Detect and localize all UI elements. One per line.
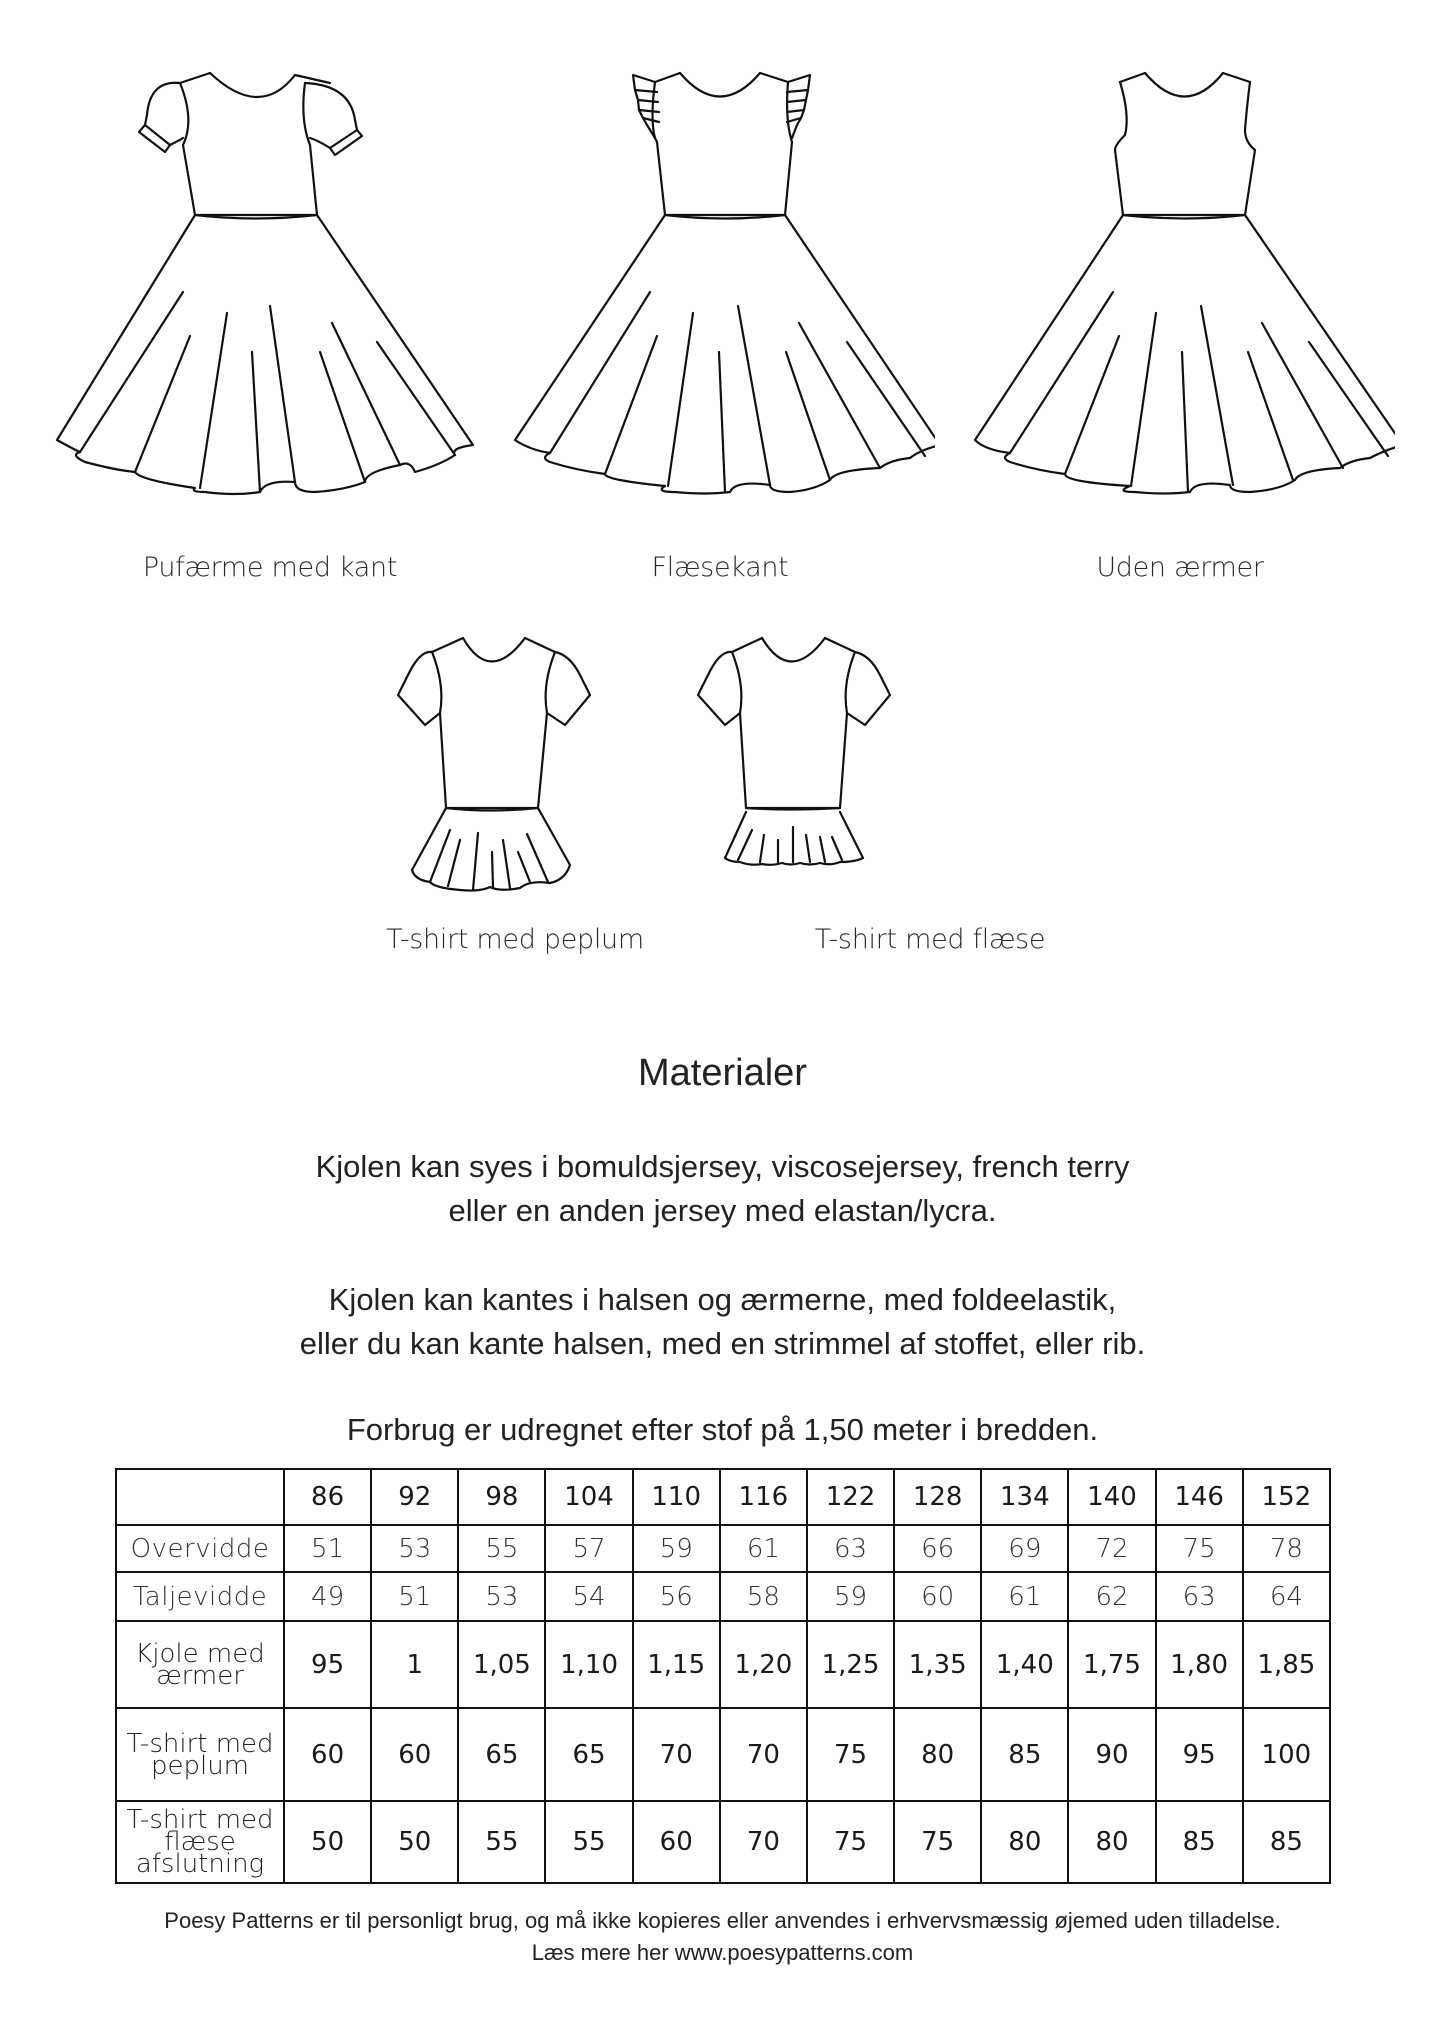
- value-cell: 70: [633, 1708, 720, 1801]
- value-cell: 80: [981, 1801, 1068, 1883]
- size-header-cell: 146: [1156, 1469, 1243, 1525]
- value-cell: 55: [545, 1801, 632, 1883]
- paragraph-line: Forbrug er udregnet efter stof på 1,50 meter i bredden.: [346, 1412, 1099, 1447]
- value-cell: 60: [371, 1708, 458, 1801]
- value-cell: 51: [371, 1572, 458, 1621]
- row-label-cell: [116, 1801, 284, 1883]
- value-cell: 65: [458, 1708, 545, 1801]
- value-cell: 1,25: [807, 1621, 894, 1708]
- value-cell: 78: [1243, 1525, 1330, 1572]
- value-cell: 57: [545, 1525, 632, 1572]
- value-cell: 51: [284, 1525, 371, 1572]
- size-table: [115, 1468, 1331, 1884]
- value-cell: 90: [1068, 1708, 1155, 1801]
- value-cell: 65: [545, 1708, 632, 1801]
- value-cell: 66: [894, 1525, 981, 1572]
- size-header-cell: 122: [807, 1469, 894, 1525]
- footer: [0, 1905, 1445, 1969]
- materials-paragraph: [0, 1408, 1445, 1452]
- value-cell: 1,15: [633, 1621, 720, 1708]
- value-cell: 1,75: [1068, 1621, 1155, 1708]
- value-cell: 70: [720, 1801, 807, 1883]
- paragraph-line: eller du kan kante halsen, med en strimmel af stoffet, eller rib.: [299, 1326, 1146, 1361]
- size-header-cell: 140: [1068, 1469, 1155, 1525]
- size-header-cell: 116: [720, 1469, 807, 1525]
- size-header-cell: 128: [894, 1469, 981, 1525]
- size-header-row: [116, 1469, 1330, 1525]
- table-row: [116, 1708, 1330, 1801]
- row-label-line: ærmer: [156, 1660, 244, 1691]
- value-cell: 85: [1243, 1801, 1330, 1883]
- value-cell: 61: [720, 1525, 807, 1572]
- garment-caption: T-shirt med peplum: [386, 924, 644, 955]
- value-cell: 100: [1243, 1708, 1330, 1801]
- paragraph-line: eller en anden jersey med elastan/lycra.: [448, 1193, 997, 1228]
- value-cell: 75: [894, 1801, 981, 1883]
- ruffle-sleeve-dress-drawing: [505, 60, 935, 500]
- value-cell: 64: [1243, 1572, 1330, 1621]
- value-cell: 63: [1156, 1572, 1243, 1621]
- table-row: [116, 1572, 1330, 1621]
- size-header-cell: 104: [545, 1469, 632, 1525]
- paragraph-line: Kjolen kan syes i bomuldsjersey, viscosejersey, french terry: [315, 1149, 1130, 1184]
- paragraph-line: Kjolen kan kantes i halsen og ærmerne, med foldeelastik,: [328, 1282, 1117, 1317]
- size-header-cell: 134: [981, 1469, 1068, 1525]
- value-cell: 1,85: [1243, 1621, 1330, 1708]
- value-cell: 62: [1068, 1572, 1155, 1621]
- value-cell: 53: [371, 1525, 458, 1572]
- table-row: [116, 1621, 1330, 1708]
- peplum-tshirt-drawing: [390, 630, 640, 900]
- value-cell: 1,40: [981, 1621, 1068, 1708]
- materials-paragraph: [0, 1278, 1445, 1366]
- value-cell: 60: [284, 1708, 371, 1801]
- row-label-line: T-shirt med: [126, 1728, 274, 1759]
- value-cell: 60: [894, 1572, 981, 1621]
- value-cell: 1: [371, 1621, 458, 1708]
- size-header-cell: 98: [458, 1469, 545, 1525]
- size-header-cell: 152: [1243, 1469, 1330, 1525]
- row-label-line: peplum: [150, 1750, 250, 1781]
- copyright-notice: Poesy Patterns er til personligt brug, og må ikke kopieres eller anvendes i erhvervsmæssig øjemed uden tilladelse.: [164, 1908, 1281, 1933]
- value-cell: 1,05: [458, 1621, 545, 1708]
- value-cell: 1,35: [894, 1621, 981, 1708]
- sleeveless-dress-drawing: [965, 60, 1395, 500]
- value-cell: 85: [981, 1708, 1068, 1801]
- value-cell: 54: [545, 1572, 632, 1621]
- garment-caption: Flæsekant: [651, 552, 789, 583]
- value-cell: 61: [981, 1572, 1068, 1621]
- value-cell: 80: [1068, 1801, 1155, 1883]
- value-cell: 63: [807, 1525, 894, 1572]
- puff-sleeve-dress-drawing: [55, 60, 485, 500]
- value-cell: 59: [807, 1572, 894, 1621]
- materials-title: Materialer: [638, 1052, 807, 1094]
- value-cell: 1,20: [720, 1621, 807, 1708]
- value-cell: 80: [894, 1708, 981, 1801]
- row-label-cell: Taljevidde: [116, 1572, 284, 1621]
- tshirt-illustration-icon: [390, 630, 640, 900]
- size-header-cell: 92: [371, 1469, 458, 1525]
- table-row: [116, 1801, 1330, 1883]
- value-cell: 55: [458, 1801, 545, 1883]
- empty-corner-cell: [116, 1469, 284, 1525]
- value-cell: 75: [807, 1708, 894, 1801]
- row-label-line: flæse afslutning: [135, 1827, 265, 1879]
- value-cell: 75: [1156, 1525, 1243, 1572]
- garment-caption: T-shirt med flæse: [814, 924, 1046, 955]
- dress-illustration-icon: [55, 60, 485, 500]
- garment-caption: Pufærme med kant: [142, 552, 398, 583]
- garment-caption: Uden ærmer: [1096, 552, 1264, 583]
- value-cell: 85: [1156, 1801, 1243, 1883]
- value-cell: 58: [720, 1572, 807, 1621]
- tshirt-illustration-icon: [690, 630, 940, 900]
- size-header-cell: 86: [284, 1469, 371, 1525]
- materials-paragraph: [0, 1145, 1445, 1233]
- value-cell: 60: [633, 1801, 720, 1883]
- dress-illustration-icon: [965, 60, 1395, 500]
- value-cell: 50: [284, 1801, 371, 1883]
- row-label-line: Kjole med: [135, 1638, 265, 1669]
- value-cell: 70: [720, 1708, 807, 1801]
- row-label-cell: [116, 1708, 284, 1801]
- value-cell: 72: [1068, 1525, 1155, 1572]
- value-cell: 1,80: [1156, 1621, 1243, 1708]
- value-cell: 1,10: [545, 1621, 632, 1708]
- row-label-line: T-shirt med: [126, 1805, 274, 1835]
- size-header-cell: 110: [633, 1469, 720, 1525]
- ruffle-tshirt-drawing: [690, 630, 940, 900]
- value-cell: 69: [981, 1525, 1068, 1572]
- value-cell: 55: [458, 1525, 545, 1572]
- value-cell: 56: [633, 1572, 720, 1621]
- value-cell: 59: [633, 1525, 720, 1572]
- value-cell: 53: [458, 1572, 545, 1621]
- dress-illustration-icon: [505, 60, 935, 500]
- table-row: [116, 1525, 1330, 1572]
- value-cell: 95: [1156, 1708, 1243, 1801]
- value-cell: 49: [284, 1572, 371, 1621]
- value-cell: 75: [807, 1801, 894, 1883]
- website-link[interactable]: Læs mere her www.poesypatterns.com: [531, 1940, 914, 1965]
- value-cell: 50: [371, 1801, 458, 1883]
- row-label-cell: Overvidde: [116, 1525, 284, 1572]
- value-cell: 95: [284, 1621, 371, 1708]
- row-label-cell: [116, 1621, 284, 1708]
